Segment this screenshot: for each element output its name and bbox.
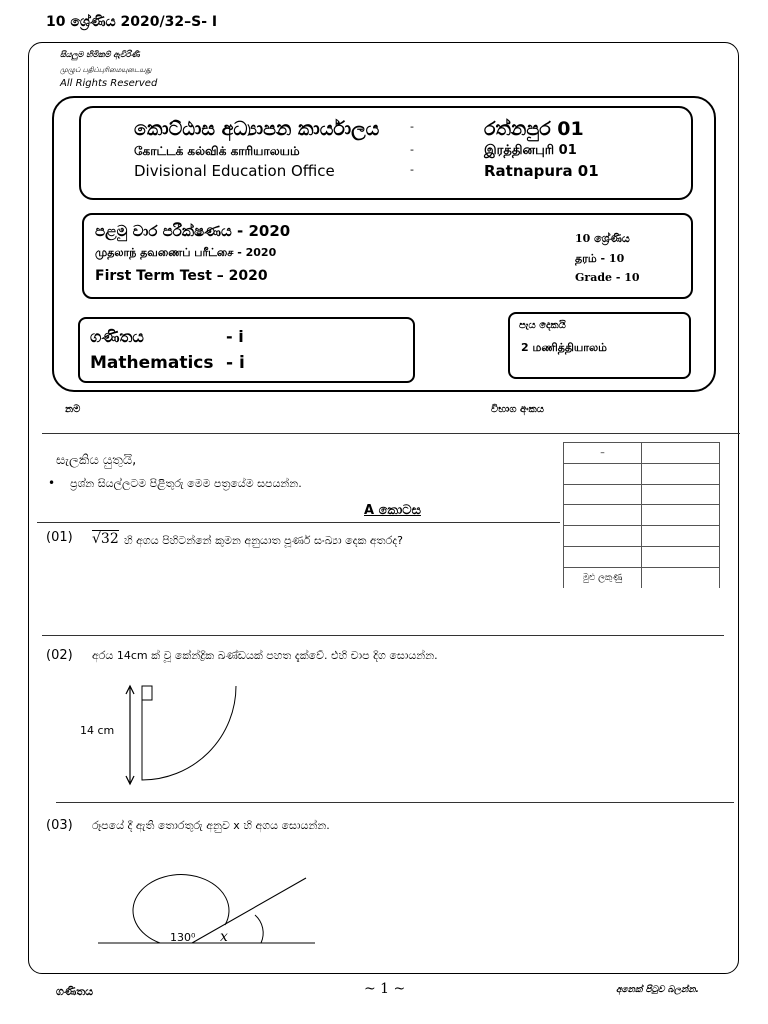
total-marks-cell: [642, 567, 720, 587]
angle-figure: [95, 873, 320, 948]
marks-cell: [642, 505, 720, 526]
q3-angle-label: 130⁰: [170, 931, 196, 944]
grade-en: Grade - 10: [575, 271, 640, 284]
divider-candidate: [42, 433, 740, 434]
test-title-en: First Term Test – 2020: [95, 268, 268, 284]
place-en: Ratnapura 01: [484, 162, 599, 180]
q1-text: හි අගය පිහිටන්නේ කුමන අනුයාත පූර්ණ සංඛ්‍යා දෙක අතරද?: [124, 534, 403, 547]
q2-text: අරය 14cm ක් වූ කේන්ද්‍රික ඛණ්ඩයක් පහත දැක්වේ. එහි චාප දිග සොයන්න.: [92, 649, 438, 662]
divider-section: [37, 522, 560, 523]
q3-var-label: x: [220, 929, 228, 945]
section-title: A කොටස: [364, 503, 421, 518]
divider-q1: [42, 635, 724, 636]
marks-cell: [564, 526, 642, 547]
part-en: - i: [226, 353, 245, 373]
office-dash-3: -: [410, 163, 414, 176]
grade-si: 10 ශ්‍රේණිය: [575, 232, 630, 245]
office-dash-1: -: [410, 120, 414, 133]
office-dash-2: -: [410, 143, 414, 156]
place-si: රත්නපුර 01: [484, 118, 584, 140]
instructions-bullet: ප්‍රශ්න සියල්ලටම පිළිතුරු මෙම පත්‍රයේම සපයන්න.: [70, 477, 302, 490]
footer-subject: ගණිතය: [56, 985, 94, 998]
marks-cell: [642, 484, 720, 505]
q3-number: (03): [46, 818, 73, 833]
marks-cell: [642, 443, 720, 464]
total-marks-label: මුළු ලකුණු: [564, 567, 642, 587]
office-name-en: Divisional Education Office: [134, 162, 335, 180]
marks-cell: [564, 505, 642, 526]
duration-si: පැය දෙකයි: [519, 320, 566, 331]
marks-cell: [564, 546, 642, 567]
part-si: - i: [226, 327, 244, 346]
q2-figure-label: 14 cm: [80, 724, 115, 737]
footer-next: අනෙක් පිටුව බලන්න.: [616, 985, 699, 995]
bullet-icon: •: [48, 476, 56, 490]
marks-cell: [564, 484, 642, 505]
sector-figure: [118, 680, 248, 790]
page-number: ~ 1 ~: [364, 981, 406, 997]
place-ta: இரத்தினபுரி 01: [484, 143, 577, 158]
marks-cell: [642, 526, 720, 547]
marks-cell: [642, 546, 720, 567]
rights-ta: முழுப் பதிப்புரிமையுடையது: [60, 66, 152, 74]
office-name-ta: கோட்டக் கல்விக் காரியாலயம்: [134, 144, 300, 158]
duration-ta: 2 மணித்தியாலம்: [521, 341, 608, 354]
test-title-ta: முதலாந் தவணைப் பரீட்சை - 2020: [95, 246, 277, 259]
grade-ta: தரம் - 10: [575, 252, 625, 265]
q1-number: (01): [46, 530, 73, 545]
divider-q2: [56, 802, 734, 803]
paper-code: 10 ශ්‍රේණිය 2020/32–S- I: [46, 14, 218, 30]
rights-si: සියලුම හිමිකම් ඇවිරිණි: [60, 50, 140, 59]
rights-en: All Rights Reserved: [60, 78, 158, 89]
instructions-heading: සැලකිය යුතුයි,: [56, 453, 137, 468]
subject-si: ගණිතය: [90, 327, 144, 346]
subject-en: Mathematics: [90, 353, 214, 373]
marks-cell-dash: –: [564, 443, 642, 464]
index-label: විභාග අංකය: [491, 404, 544, 415]
marks-cell: [642, 463, 720, 484]
name-label: නම: [65, 404, 81, 415]
q2-number: (02): [46, 648, 73, 663]
office-name-si: කොට්ඨාස අධ්‍යාපන කාර්යාලය: [134, 118, 380, 140]
marks-cell: [564, 463, 642, 484]
q1-math: √32: [92, 531, 119, 547]
test-title-si: පළමු වාර පරීක්ෂණය - 2020: [95, 222, 291, 240]
q3-text: රූපයේ දී ඇති තොරතුරු අනුව x හි අගය සොයන්න.: [92, 819, 330, 832]
marks-table: [563, 442, 720, 588]
